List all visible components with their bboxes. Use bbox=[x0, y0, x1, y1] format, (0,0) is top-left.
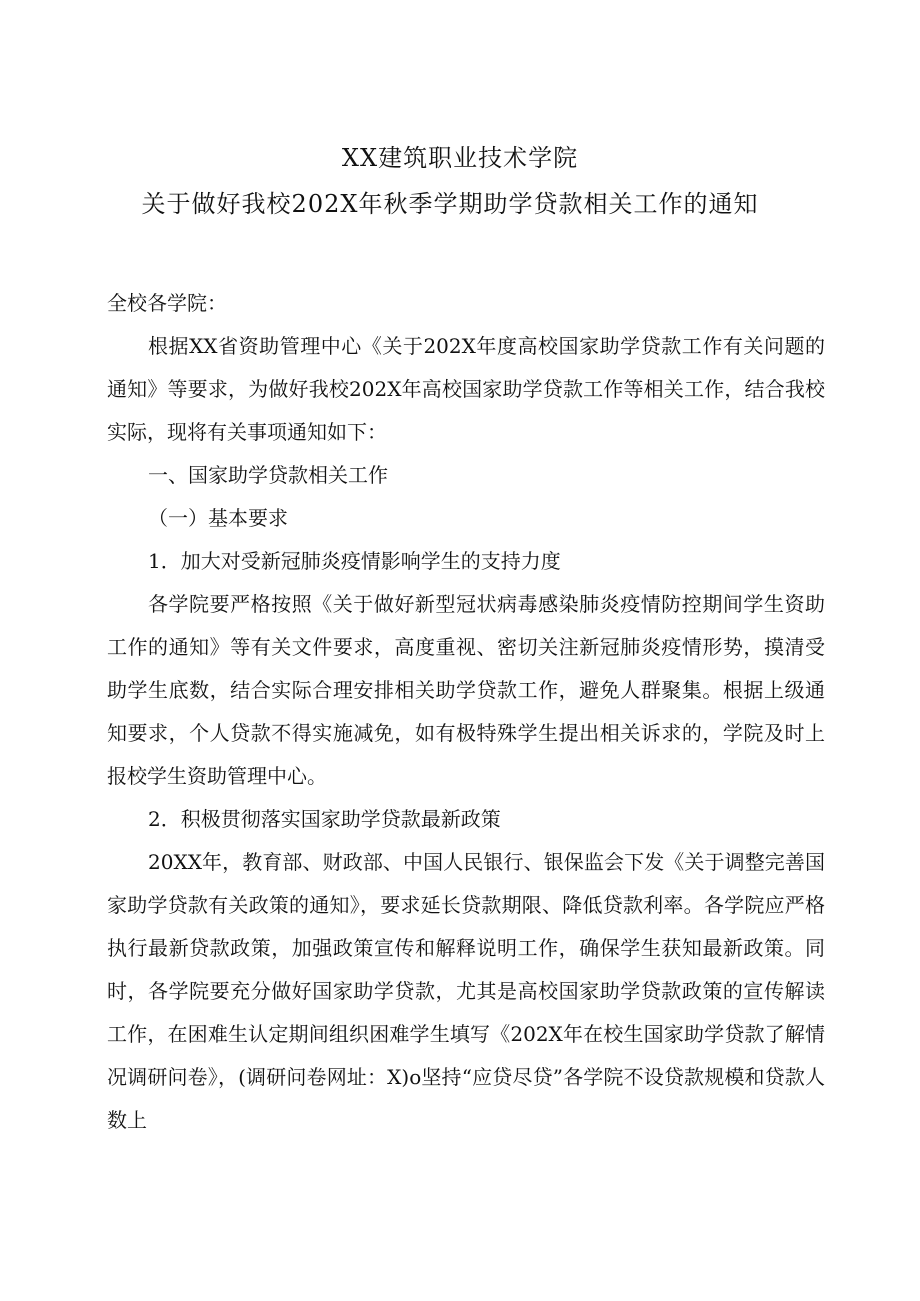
item-1-paragraph: 各学院要严格按照《关于做好新型冠状病毒感染肺炎疫情防控期间学生资助工作的通知》等有关文件要求，高度重视、密切关注新冠肺炎疫情形势，摸清受助学生底数，结合实际合理安排相关助学贷款工作，避免人群聚集。根据上级通知要求，个人贷款不得实施减免，如有极特殊学生提出相关诉求的，学院及时上报校学生资助管理中心。 bbox=[107, 592, 825, 788]
intro-paragraph: 根据XX省资助管理中心《关于202X年度高校国家助学贷款工作有关问题的通知》等要求，为做好我校202X年高校国家助学贷款工作等相关工作，结合我校实际，现将有关事项通知如下： bbox=[107, 334, 825, 444]
item-2-heading: 2．积极贯彻落实国家助学贷款最新政策 bbox=[148, 807, 501, 831]
document-body bbox=[107, 282, 825, 1142]
item-2-paragraph: 20XX年，教育部、财政部、中国人民银行、银保监会下发《关于调整完善国家助学贷款有关政策的通知》，要求延长贷款期限、降低贷款利率。各学院应严格执行最新贷款政策，加强政策宣传和解释说明工作，确保学生获知最新政策。同时，各学院要充分做好国家助学贷款，尤其是高校国家助学贷款政策的宣传解读工作，在困难生认定期间组织困难学生填写《202X年在校生国家助学贷款了解情况调研问卷》，(调研问卷网址：X)o坚持“应贷尽贷”各学院不设贷款规模和贷款人数上 bbox=[107, 850, 825, 1132]
notice-title: 关于做好我校202X年秋季学期助学贷款相关工作的通知 bbox=[141, 190, 759, 218]
section-heading-1: 一、国家助学贷款相关工作 bbox=[148, 463, 388, 487]
item-1-heading: 1．加大对受新冠肺炎疫情影响学生的支持力度 bbox=[148, 549, 561, 573]
institution-name: XX建筑职业技术学院 bbox=[341, 144, 579, 172]
subsection-heading-1: （一）基本要求 bbox=[148, 506, 288, 530]
salutation: 全校各学院： bbox=[107, 291, 227, 315]
